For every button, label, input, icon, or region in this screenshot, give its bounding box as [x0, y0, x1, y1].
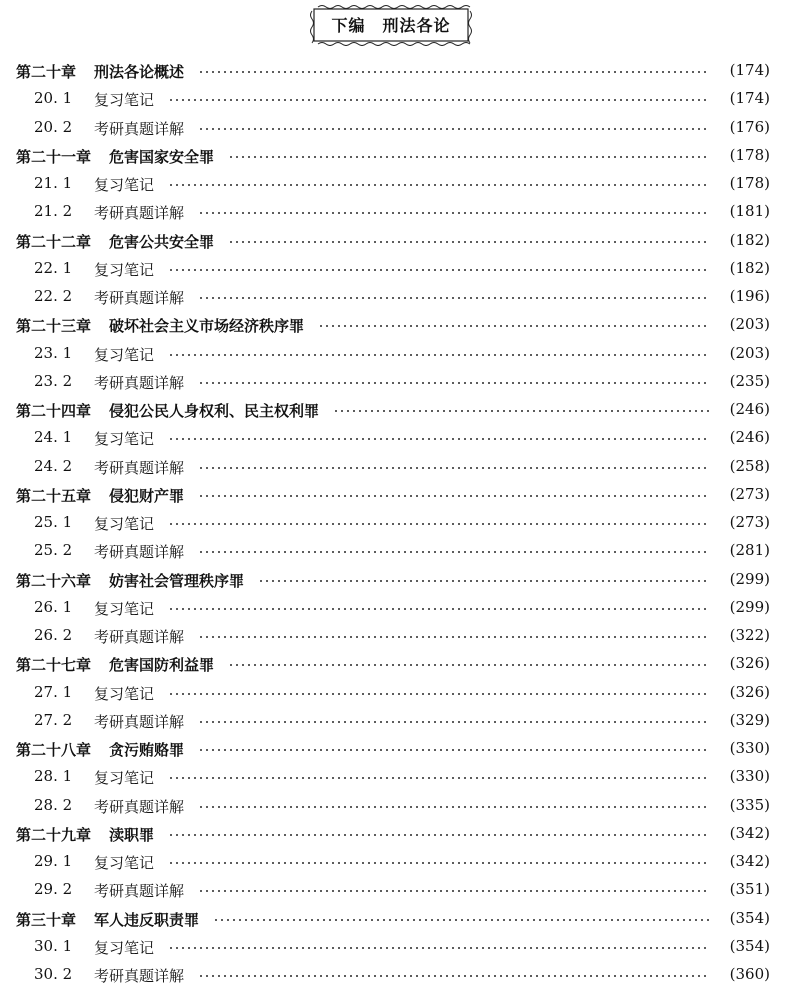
- chapter-heading[interactable]: [0, 821, 790, 847]
- chapter-heading[interactable]: [0, 736, 790, 762]
- section-number: 21. 1: [34, 174, 73, 192]
- section-number: 22. 2: [34, 287, 73, 305]
- section-number: 20. 1: [34, 89, 73, 108]
- section-number: 20. 2: [34, 117, 73, 136]
- dot-leader: [198, 128, 710, 130]
- section-number: 21. 2: [34, 202, 73, 221]
- chapter-title: 渎职罪: [109, 825, 155, 844]
- section-number: 29. 1: [34, 852, 73, 870]
- chapter-number: 第二十章: [16, 63, 77, 81]
- dot-leader: [168, 523, 710, 525]
- dot-leader: [168, 862, 710, 864]
- chapter-title: 军人违反职责罪: [94, 910, 200, 929]
- page-number: (181): [729, 202, 770, 221]
- page-number: (354): [729, 936, 770, 955]
- page-number: (326): [729, 682, 770, 701]
- section-title: 复习笔记: [94, 599, 155, 618]
- dot-leader: [168, 777, 710, 779]
- page-number: (360): [729, 965, 770, 983]
- page-number: (203): [729, 315, 770, 334]
- chapter-number: 第二十五章: [16, 486, 92, 505]
- page-number: (182): [729, 230, 770, 249]
- page-number: (322): [729, 626, 770, 644]
- section-entry[interactable]: [0, 115, 790, 141]
- section-number: 26. 2: [34, 626, 73, 644]
- dot-leader: [198, 749, 710, 751]
- chapter-title: 危害公共安全罪: [109, 232, 215, 251]
- dot-leader: [213, 919, 710, 921]
- dot-leader: [198, 806, 710, 808]
- section-title: 考研真题详解: [94, 289, 185, 307]
- page-number: (178): [729, 174, 770, 192]
- section-entry[interactable]: [0, 934, 790, 960]
- page-number: (273): [729, 513, 770, 531]
- section-title: 考研真题详解: [94, 373, 185, 392]
- chapter-heading[interactable]: [0, 228, 790, 254]
- dot-leader: [198, 467, 710, 469]
- section-entry[interactable]: [0, 425, 790, 451]
- page-number: (342): [729, 823, 770, 842]
- page-number: (174): [729, 89, 770, 108]
- chapter-heading[interactable]: [0, 397, 790, 423]
- section-number: 30. 2: [34, 965, 73, 983]
- dot-leader: [198, 382, 710, 384]
- page-number: (235): [729, 371, 770, 390]
- section-entry[interactable]: [0, 86, 790, 112]
- page-number: (299): [729, 569, 770, 588]
- dot-leader: [168, 693, 710, 695]
- dot-leader: [228, 664, 710, 666]
- page-number: (335): [729, 795, 770, 814]
- dot-leader: [198, 551, 710, 553]
- page-number: (329): [729, 710, 770, 729]
- dot-leader: [333, 410, 710, 412]
- page-number: (354): [729, 908, 770, 927]
- section-entry[interactable]: [0, 510, 790, 536]
- chapter-number: 第二十七章: [16, 656, 92, 675]
- dot-leader: [198, 636, 710, 638]
- section-title: 考研真题详解: [94, 797, 185, 816]
- section-title: 考研真题详解: [94, 712, 185, 731]
- chapter-number: 第二十二章: [16, 232, 92, 251]
- section-number: 24. 2: [34, 456, 73, 475]
- dot-leader: [318, 325, 710, 327]
- section-title: 复习笔记: [94, 684, 155, 703]
- chapter-title: 侵犯公民人身权利、民主权利罪: [109, 402, 320, 420]
- section-entry[interactable]: [0, 341, 790, 367]
- chapter-number: 第二十六章: [16, 571, 92, 590]
- chapter-heading[interactable]: [0, 482, 790, 508]
- chapter-number: 第二十九章: [16, 825, 92, 844]
- page-number: (281): [729, 541, 770, 560]
- chapter-heading[interactable]: [0, 906, 790, 932]
- chapter-number: 第二十三章: [16, 317, 92, 336]
- section-number: 27. 1: [34, 682, 73, 701]
- chapter-title: 妨害社会管理秩序罪: [109, 571, 245, 590]
- chapter-heading[interactable]: [0, 567, 790, 593]
- page-number: (176): [729, 117, 770, 136]
- section-number: 26. 1: [34, 597, 73, 616]
- chapter-heading[interactable]: [0, 143, 790, 169]
- section-number: 24. 1: [34, 428, 73, 447]
- section-entry[interactable]: [0, 256, 790, 282]
- page-number: (273): [729, 484, 770, 503]
- dot-leader: [168, 834, 710, 836]
- page-number: (203): [729, 343, 770, 362]
- section-number: 28. 2: [34, 795, 73, 814]
- chapter-number: 第二十八章: [16, 741, 92, 759]
- chapter-title: 侵犯财产罪: [109, 486, 185, 505]
- page-number: (178): [729, 145, 770, 164]
- section-entry[interactable]: [0, 538, 790, 564]
- dot-leader: [168, 438, 710, 440]
- section-title: 考研真题详解: [94, 967, 185, 985]
- page-number: (174): [729, 61, 770, 79]
- chapter-number: 第三十章: [16, 910, 77, 929]
- page-number: (330): [729, 739, 770, 757]
- chapter-number: 第二十四章: [16, 402, 92, 420]
- section-entry[interactable]: [0, 623, 790, 649]
- section-entry[interactable]: [0, 708, 790, 734]
- section-number: 25. 1: [34, 513, 73, 531]
- page-number: (246): [729, 400, 770, 418]
- chapter-title: 刑法各论概述: [94, 63, 185, 81]
- section-entry[interactable]: [0, 454, 790, 480]
- section-entry[interactable]: [0, 764, 790, 790]
- dot-leader: [198, 297, 710, 299]
- chapter-heading[interactable]: [0, 58, 790, 84]
- section-number: 28. 1: [34, 767, 73, 786]
- section-entry[interactable]: [0, 171, 790, 197]
- dot-leader: [168, 947, 710, 949]
- page-number: (299): [729, 597, 770, 616]
- section-number: 22. 1: [34, 258, 73, 277]
- section-entry[interactable]: [0, 595, 790, 621]
- dot-leader: [228, 241, 710, 243]
- dot-leader: [228, 156, 710, 158]
- section-title: 复习笔记: [94, 854, 155, 872]
- dot-leader: [198, 721, 710, 723]
- page-number: (246): [729, 428, 770, 447]
- section-number: 23. 2: [34, 371, 73, 390]
- section-title: 复习笔记: [94, 938, 155, 957]
- page-number: (258): [729, 456, 770, 475]
- section-entry[interactable]: [0, 877, 790, 903]
- section-entry[interactable]: [0, 962, 790, 988]
- section-title: 复习笔记: [94, 260, 155, 279]
- section-entry[interactable]: [0, 284, 790, 310]
- section-title: 考研真题详解: [94, 882, 185, 901]
- dot-leader: [168, 354, 710, 356]
- dot-leader: [198, 71, 710, 73]
- section-title: 考研真题详解: [94, 628, 185, 646]
- chapter-title: 危害国防利益罪: [109, 656, 215, 675]
- chapter-heading[interactable]: [0, 312, 790, 338]
- page-number: (330): [729, 767, 770, 786]
- section-entry[interactable]: [0, 793, 790, 819]
- section-title: 复习笔记: [94, 430, 155, 449]
- chapter-number: 第二十一章: [16, 147, 92, 166]
- section-number: 23. 1: [34, 343, 73, 362]
- section-number: 30. 1: [34, 936, 73, 955]
- chapter-title: 贪污贿赂罪: [109, 741, 185, 759]
- dot-leader: [198, 495, 710, 497]
- page-number: (326): [729, 654, 770, 673]
- page-number: (182): [729, 258, 770, 277]
- section-title: 复习笔记: [94, 91, 155, 110]
- section-number: 25. 2: [34, 541, 73, 560]
- page-number: (342): [729, 852, 770, 870]
- section-title: 复习笔记: [94, 769, 155, 788]
- section-title: 复习笔记: [94, 345, 155, 364]
- part-title: 下编 刑法各论: [331, 16, 451, 35]
- chapter-title: 危害国家安全罪: [109, 147, 215, 166]
- section-entry[interactable]: [0, 680, 790, 706]
- page-number: (196): [729, 287, 770, 305]
- section-entry[interactable]: [0, 369, 790, 395]
- section-title: 考研真题详解: [94, 543, 185, 562]
- dot-leader: [198, 212, 710, 214]
- dot-leader: [168, 269, 710, 271]
- dot-leader: [198, 975, 710, 977]
- section-title: 考研真题详解: [94, 458, 185, 477]
- section-title: 复习笔记: [94, 515, 155, 533]
- section-title: 考研真题详解: [94, 119, 185, 138]
- dot-leader: [168, 184, 710, 186]
- dot-leader: [198, 890, 710, 892]
- dot-leader: [168, 99, 710, 101]
- chapter-heading[interactable]: [0, 651, 790, 677]
- page-number: (351): [729, 880, 770, 899]
- chapter-title: 破坏社会主义市场经济秩序罪: [109, 317, 305, 336]
- section-title: 考研真题详解: [94, 204, 185, 223]
- dot-leader: [168, 608, 710, 610]
- part-banner: [308, 4, 474, 46]
- section-title: 复习笔记: [94, 176, 155, 194]
- dot-leader: [258, 580, 710, 582]
- section-entry[interactable]: [0, 849, 790, 875]
- section-number: 27. 2: [34, 710, 73, 729]
- section-entry[interactable]: [0, 199, 790, 225]
- section-number: 29. 2: [34, 880, 73, 899]
